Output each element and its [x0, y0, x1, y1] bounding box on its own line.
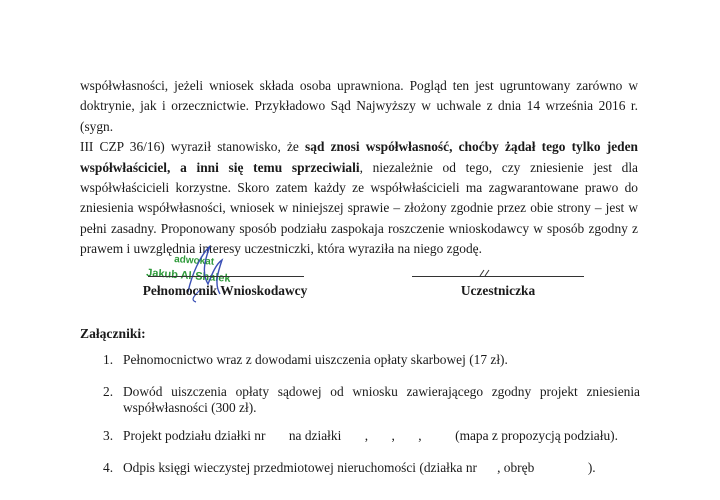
stamp-title-text: adwokat — [173, 254, 215, 268]
right-signature-line — [412, 276, 584, 277]
paragraph-line-2: doktrynie, jak i orzecznictwie. Przykładowo Sąd Najwyższy w uchwale z dnia 14 września 2016 r. (sygn. — [80, 98, 638, 134]
attachment-item — [80, 460, 640, 476]
attachment-text: Dowód uiszczenia opłaty sądowej od wniosku zawierającego zgodny projekt zniesienia współwłasności (300 zł). — [123, 384, 640, 415]
right-signature-label: Uczestniczka — [460, 283, 536, 298]
attachment-item — [80, 384, 640, 416]
right-signature-mark — [478, 268, 492, 278]
paragraph-line-4 — [80, 158, 638, 178]
attachment-item — [80, 352, 640, 368]
attachment-number: 2. — [103, 384, 114, 399]
left-signature-line — [148, 276, 304, 277]
paragraph-line-7: pełni zasadny. Proponowany sposób podziału zaspokaja roszczenie wnioskodawcy w sposób zgodny z — [80, 220, 638, 236]
paragraph-line-4-text: , niezależnie od tego, czy zniesienie jest dla — [359, 159, 639, 175]
paragraph-line-3 — [80, 137, 638, 157]
attachments-title: Załączniki: — [80, 326, 146, 341]
argument-paragraph — [80, 76, 638, 260]
paragraph-line-1: współwłasności, jeżeli wniosek składa osoba uprawniona. Pogląd ten jest ugruntowany zarówno w — [80, 78, 638, 93]
attachment-text: Pełnomocnictwo wraz z dowodami uiszczenia opłaty skarbowej (17 zł). — [123, 352, 508, 367]
attachments-list — [80, 352, 640, 492]
court-holding-bold-2: współwłaściciel, a inni się temu sprzeciwiali — [80, 159, 360, 175]
attachment-number: 4. — [103, 460, 114, 475]
paragraph-line-8: prawem i uwzględnia interesy uczestniczki, która wyraziła na niego zgodę. — [80, 241, 482, 257]
paragraph-line-6: zniesienia współwłasności, wniosek w niniejszej sprawie – złożony zgodnie przez obie strony – jest w — [80, 200, 638, 216]
court-holding-bold-1: sąd znosi współwłasność, choćby żądał tego tylko jeden — [305, 139, 638, 155]
attachment-item — [80, 428, 640, 444]
paragraph-line-5: współwłaścicieli korzystne. Skoro zatem każdy ze współwłaścicieli ma zagwarantowane prawo do — [80, 180, 638, 196]
paragraph-line-3-text: III CZP 36/16) wyraził stanowisko, że — [80, 139, 306, 155]
left-signature-label: Pełnomocnik Wnioskodawcy — [142, 283, 308, 298]
attachment-text: Projekt podziału działki nr na działki , , , (mapa z propozycją podziału). — [123, 428, 618, 443]
attachment-text: Odpis księgi wieczystej przedmiotowej nieruchomości (działka nr , obręb ). — [123, 460, 596, 475]
attachment-number: 1. — [103, 352, 114, 367]
stamp-name-text: Jakub Al-Shalek — [145, 267, 231, 285]
attachment-number: 3. — [103, 428, 114, 443]
